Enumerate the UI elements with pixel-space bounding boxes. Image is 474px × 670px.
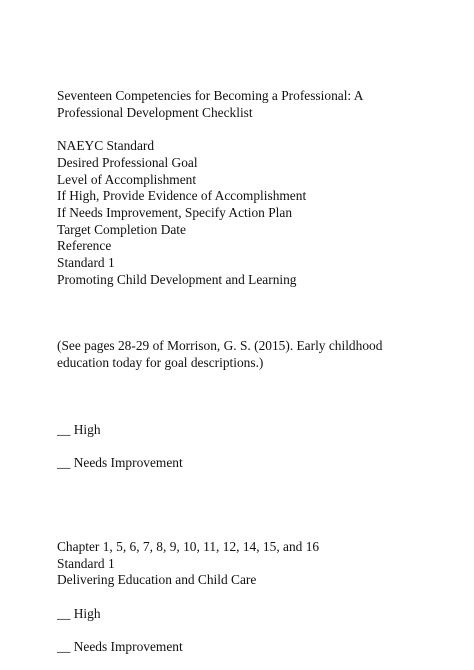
section1-option-needs: __ Needs Improvement <box>57 455 183 471</box>
spacer <box>57 288 457 305</box>
spacer <box>57 505 457 522</box>
section1-note-line-1: (See pages 28-29 of Morrison, G. S. (2015). Early childhood <box>57 338 383 354</box>
spacer <box>57 472 457 489</box>
spacer <box>57 372 457 389</box>
spacer <box>57 389 457 406</box>
spacer <box>57 522 457 539</box>
spacer <box>57 322 457 339</box>
field-if-high: If High, Provide Evidence of Accomplishment <box>57 188 307 204</box>
section1-reference: Chapter 1, 5, 6, 7, 8, 9, 10, 11, 12, 14, 15, and 16 <box>57 538 320 554</box>
spacer <box>57 305 457 322</box>
field-if-needs: If Needs Improvement, Specify Action Plan <box>57 204 293 220</box>
section1-note-line-2: education today for goal descriptions.) <box>57 355 264 371</box>
spacer <box>57 589 457 606</box>
spacer <box>57 622 457 639</box>
section2-option-high: __ High <box>57 605 101 621</box>
field-level: Level of Accomplishment <box>57 171 197 187</box>
document-title-line-2: Professional Development Checklist <box>57 104 253 120</box>
section2-option-needs: __ Needs Improvement <box>57 638 183 654</box>
section1-goal: Promoting Child Development and Learning <box>57 271 297 287</box>
field-target-date: Target Completion Date <box>57 221 186 237</box>
field-desired-goal: Desired Professional Goal <box>57 154 198 170</box>
section2-standard: Standard 1 <box>57 555 115 571</box>
section1-option-high: __ High <box>57 421 101 437</box>
section2-goal: Delivering Education and Child Care <box>57 572 257 588</box>
field-naeyc-standard: NAEYC Standard <box>57 138 155 154</box>
field-reference: Reference <box>57 238 112 254</box>
document-body <box>57 88 457 656</box>
spacer <box>57 121 457 138</box>
section1-standard: Standard 1 <box>57 255 115 271</box>
spacer <box>57 405 457 422</box>
spacer <box>57 439 457 456</box>
spacer <box>57 489 457 506</box>
document-title-line-1: Seventeen Competencies for Becoming a Professional: A <box>57 88 364 103</box>
